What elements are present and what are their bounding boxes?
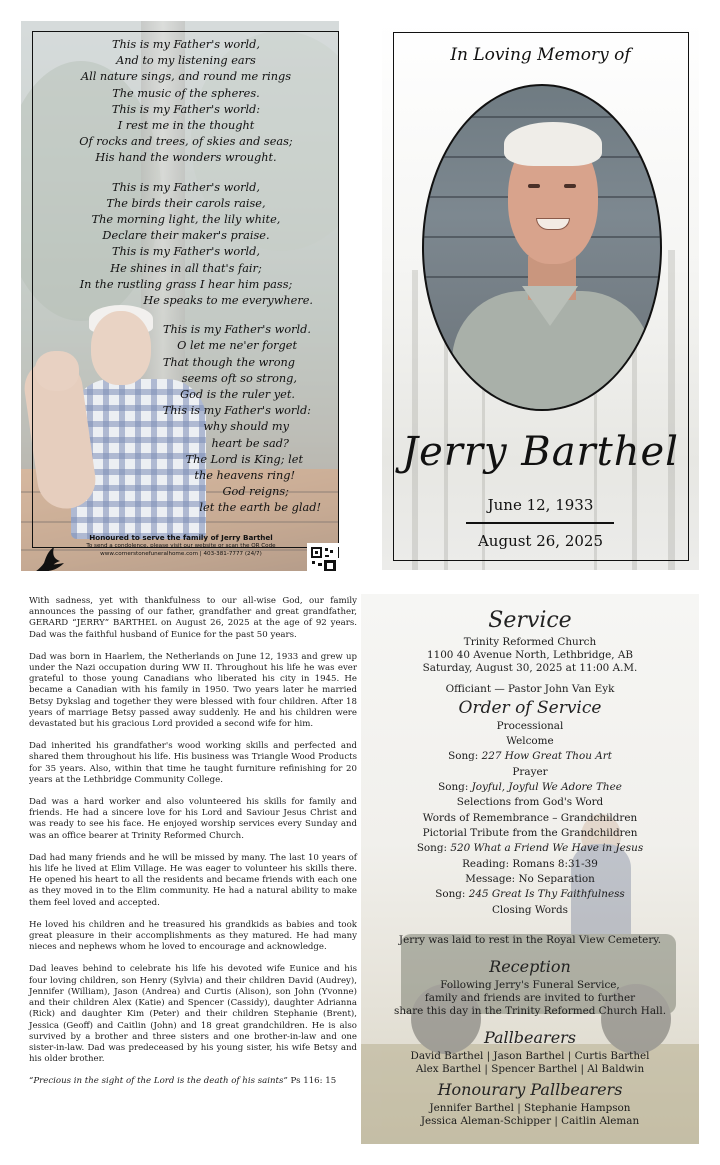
poem-line: Of rocks and trees, of skies and seas; (79, 135, 293, 149)
church-address: 1100 40 Avenue North, Lethbridge, AB (426, 649, 634, 661)
poem-line: The music of the spheres. (112, 86, 260, 100)
poem-line: let the earth be glad! (199, 501, 321, 515)
poem-line: Declare their maker's praise. (102, 229, 270, 243)
poem-line: The morning light, the lily white, (91, 213, 281, 227)
jerry-portrait-photo (422, 84, 662, 411)
officiant: Officiant — Pastor John Van Eyk (445, 683, 615, 695)
obituary-paragraph: Dad was born in Haarlem, the Netherlands on June 12, 1933 and grew up under the Nazi occupation during WW II. Throughout his life he was ever grateful to those young Canadians who liberated his city in 1945. He became a Canadian with his family in 1950. Two years later he married Betsy Dykslag and together they were blessed with four children. After 18 years of marriage Betsy passed away suddenly. He and his children were devastated but his gracious Lord provided a second wife for him. (29, 651, 357, 730)
poem-line: O let me ne'er forget (177, 339, 297, 353)
poem-line: God is the ruler yet. (180, 388, 295, 402)
verse-text: “Precious in the sight of the Lord is the death of his saints” (29, 1076, 288, 1087)
poem-line: In the rustling grass I hear him pass; (79, 277, 293, 291)
order-item: Message: No Separation (465, 873, 595, 885)
reception-line: share this day in the Trinity Reformed Church Hall. (393, 1005, 667, 1017)
poem-line: And to my listening ears (116, 54, 256, 68)
poem-line: This is my Father's world, (111, 180, 260, 194)
poem-line: the heavens ring! (194, 469, 295, 483)
date-divider (466, 522, 614, 524)
poem-line: He speaks to me everywhere. (143, 294, 313, 308)
poem-line: All nature sings, and round me rings (80, 70, 292, 84)
order-item: Processional (496, 720, 564, 732)
cover-panel (382, 21, 699, 570)
interment-note: Jerry was laid to rest in the Royal View Cemetery. (398, 934, 662, 946)
song-prefix: Song: (438, 781, 472, 793)
poem-line: seems oft so strong, (181, 371, 297, 385)
poem-line: This is my Father's world. (162, 323, 311, 337)
funeral-home-contact[interactable]: www.cornerstonefuneralhome.com | 403-381-7777 (24/7) (100, 551, 262, 557)
order-item: Welcome (506, 735, 554, 747)
service-datetime: Saturday, August 30, 2025 at 11:00 A.M. (422, 662, 638, 674)
poem-line: His hand the wonders wrought. (95, 151, 277, 165)
qr-code-icon[interactable] (307, 543, 339, 571)
poem-line: That though the wrong (162, 355, 295, 369)
order-item-song (361, 781, 699, 794)
reception-heading: Reception (489, 957, 571, 976)
obituary-paragraph: He loved his children and he treasured his grandkids as babies and took great pleasure in their accomplishments as they matured. He had many nieces and nephews whom he loved to encourage and acknowledge. (29, 919, 357, 953)
reception-line: Following Jerry's Funeral Service, (440, 979, 620, 991)
poem-line: I rest me in the thought (117, 119, 255, 133)
obituary-paragraph: With sadness, yet with thankfulness to our all-wise God, our family announces the passing of our father, grandfather and great grandfather, GERARD “JERRY” BARTHEL on August 26, 2025 at the age of 92 years. Dad was the faithful husband of Eunice for the past 50 years. (29, 596, 357, 640)
obituary-paragraph: Dad was a hard worker and also volunteered his skills for family and friends. He had a sincere love for his Lord and Saviour Jesus Christ and was ready to see his face. He enjoyed worship services every Sunday and was an office bearer at Trinity Reformed Church. (29, 797, 357, 841)
order-item-song (361, 888, 699, 901)
order-item: Selections from God's Word (456, 796, 604, 808)
death-date: August 26, 2025 (477, 532, 604, 550)
song-prefix: Song: (416, 842, 451, 854)
order-item: Closing Words (491, 904, 568, 916)
poem-line: He shines in all that's fair; (110, 261, 262, 275)
church-name: Trinity Reformed Church (463, 636, 597, 648)
order-item: Pictorial Tribute from the Grandchildren (422, 827, 638, 839)
honourary-pallbearers-line: Jennifer Barthel | Stephanie Hampson (429, 1102, 631, 1114)
poem-line: heart be sad? (211, 436, 289, 450)
scripture-verse (29, 1076, 357, 1087)
memorial-title: In Loving Memory of (450, 45, 631, 65)
order-item-song (361, 842, 699, 855)
verse-reference: Ps 116: 15 (290, 1076, 337, 1087)
reception-line: family and friends are invited to further (424, 992, 636, 1004)
pallbearers-heading: Pallbearers (483, 1028, 577, 1047)
song-title: 227 How Great Thou Art (481, 750, 612, 762)
deceased-name: Jerry Barthel (402, 429, 679, 475)
poem-line: The Lord is King; let (185, 452, 303, 466)
order-item: Prayer (512, 766, 548, 778)
poem-line: This is my Father's world, (111, 38, 260, 51)
poem-line: why should my (203, 420, 289, 434)
poem-text (51, 37, 321, 517)
obituary-paragraph: Dad leaves behind to celebrate his life his devoted wife Eunice and his four loving children, son Henry (Sylvia) and their children David (Audrey), Jennifer (William), Jason (Andrea) and Curtis (Alison), son John (Yvonne) and their children Alex (Katie) and Spencer (Cassidy), daughter Adrianna (Rick) and daughter Kim (Peter) and their children Stephanie (Brent), Jessica (Geoff) and Caitlin (John) and 18 great grandchildren. He is also survived by a brother and three sisters and one brother-in-law and one sister-in-law. Dad was predeceased by his young sister, his wife Betsy and his older brother. (29, 964, 357, 1065)
order-item-song (361, 750, 699, 763)
poem-panel (21, 21, 339, 571)
service-panel (361, 594, 699, 1144)
birth-date: June 12, 1933 (487, 496, 594, 514)
honourary-pallbearers-line: Jessica Aleman-Schipper | Caitlin Aleman (420, 1115, 640, 1127)
poem-line: The birds their carols raise, (106, 196, 266, 210)
condolence-instructions: To send a condolence, please visit our website or scan the QR Code (86, 543, 276, 549)
order-item: Reading: Romans 8:31-39 (462, 858, 598, 870)
pallbearers-line: David Barthel | Jason Barthel | Curtis Barthel (410, 1050, 650, 1062)
order-of-service-heading: Order of Service (458, 698, 602, 718)
poem-line: God reigns; (222, 485, 289, 499)
honourary-pallbearers-heading: Honourary Pallbearers (437, 1080, 623, 1099)
song-title: Joyful, Joyful We Adore Thee (471, 781, 622, 793)
service-heading: Service (488, 608, 572, 633)
order-item: Words of Remembrance – Grandchildren (422, 812, 638, 824)
pallbearers-line: Alex Barthel | Spencer Barthel | Al Baldwin (415, 1063, 645, 1075)
song-title: 520 What a Friend We Have in Jesus (450, 842, 644, 854)
obituary-text (29, 596, 357, 1088)
poem-line: This is my Father's world, (111, 245, 260, 259)
song-prefix: Song: (448, 750, 482, 762)
obituary-paragraph: Dad had many friends and he will be missed by many. The last 10 years of his life he lived at Elim Village. He was eager to volunteer his skills there. He opened his heart to all the residents and became friends with each one as they moved in to the Elim community. He had a natural ability to make them feel loved and accepted. (29, 852, 357, 908)
honour-line: Honoured to serve the family of Jerry Barthel (89, 533, 273, 542)
song-title: 245 Great Is Thy Faithfulness (468, 888, 625, 900)
obituary-panel (21, 594, 361, 1144)
funeral-home-credit (61, 533, 301, 558)
song-prefix: Song: (435, 888, 469, 900)
poem-line: This is my Father's world: (162, 404, 311, 418)
poem-line: This is my Father's world: (111, 102, 261, 116)
obituary-paragraph: Dad inherited his grandfather's wood working skills and perfected and shared them throughout his life. His business was Triangle Wood Products for 35 years. Also, within that time he taught furniture refinishing for 20 years at the Lethbridge Community College. (29, 741, 357, 785)
